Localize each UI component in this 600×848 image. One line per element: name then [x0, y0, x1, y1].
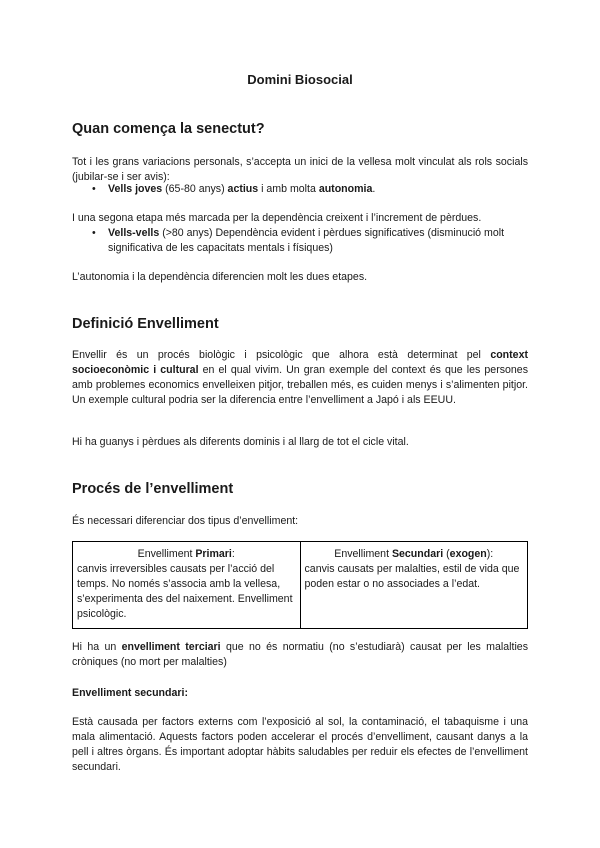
paragraph-segona-etapa: I una segona etapa més marcada per la dependència creixent i l’increment de pèrdues.	[72, 212, 482, 224]
document-title: Domini Biosocial	[247, 72, 353, 87]
cell-body-secundari: canvis causats per malalties, estil de vida que poden estar o no associades a l’edat.	[304, 563, 520, 590]
paragraph-envelliment-secundari: Està causada per factors externs com l’exposició al sol, la contaminació, el tabaquisme i una mala alimentació. Aquests factors poden accelerar el procés d’envelliment, causant danys a la pell i altres òrgans. És important adoptar hàbits saludables per reduir els efectes de l’envelliment secundari.	[72, 716, 528, 773]
table-cell-primari	[73, 542, 301, 629]
heading-proces-envelliment: Procés de l’envelliment	[72, 481, 234, 497]
paragraph-intro-senectut: Tot i les grans variacions personals, s’accepta un inici de la vellesa molt vinculat als rols socials (jubilar-se i ser avis):	[72, 156, 528, 183]
paragraph-envelliment-terciari: Hi ha un envelliment terciari que no és normatiu (no s’estudiarà) causat per les malalties cròniques (no mort per malalties)	[72, 641, 528, 668]
heading-quan-comenca: Quan comença la senectut?	[72, 121, 265, 137]
bullet-list-vells-vells	[92, 226, 528, 256]
heading-definicio-envelliment: Definició Envelliment	[72, 316, 219, 332]
subheading-envelliment-secundari: Envelliment secundari:	[72, 687, 188, 699]
cell-heading-secundari: Envelliment Secundari (exogen):	[334, 548, 494, 560]
paragraph-tipus-envelliment: És necessari diferenciar dos tipus d’envelliment:	[72, 515, 299, 527]
cell-body-primari: canvis irreversibles causats per l’acció del temps. No només s’associa amb la vellesa, s’experimenta des del naixement. Envelliment psicològic.	[77, 563, 293, 620]
table-row	[73, 542, 528, 629]
paragraph-guanys-perdues: Hi ha guanys i pèrdues als diferents dominis i al llarg de tot el cicle vital.	[72, 436, 409, 448]
envelliment-types-table	[72, 541, 528, 629]
paragraph-definicio: Envellir és un procés biològic i psicològic que alhora està determinat pel context socioeconòmic i cultural en el qual vivim. Un gran exemple del context és que les persones amb problemes economics envelleixen pitjor, treballen més, es cuiden menys i s’alimenten pitjor. Un exemple cultural podria ser la diferencia entre l’envelliment a Japó i als EEUU.	[72, 349, 528, 406]
cell-heading-primari: Envelliment Primari:	[137, 548, 235, 560]
bullet-list-vells-joves	[92, 182, 528, 197]
list-item-vells-vells: • Vells-vells (>80 anys) Dependència evident i pèrdues significatives (disminució molt significativa de les capacitats mentals i físiques)	[92, 226, 528, 256]
table-cell-secundari	[300, 542, 528, 629]
list-item-vells-joves: • Vells joves (65-80 anys) actius i amb molta autonomia.	[92, 182, 528, 197]
paragraph-autonomia: L’autonomia i la dependència diferencien molt les dues etapes.	[72, 271, 368, 283]
